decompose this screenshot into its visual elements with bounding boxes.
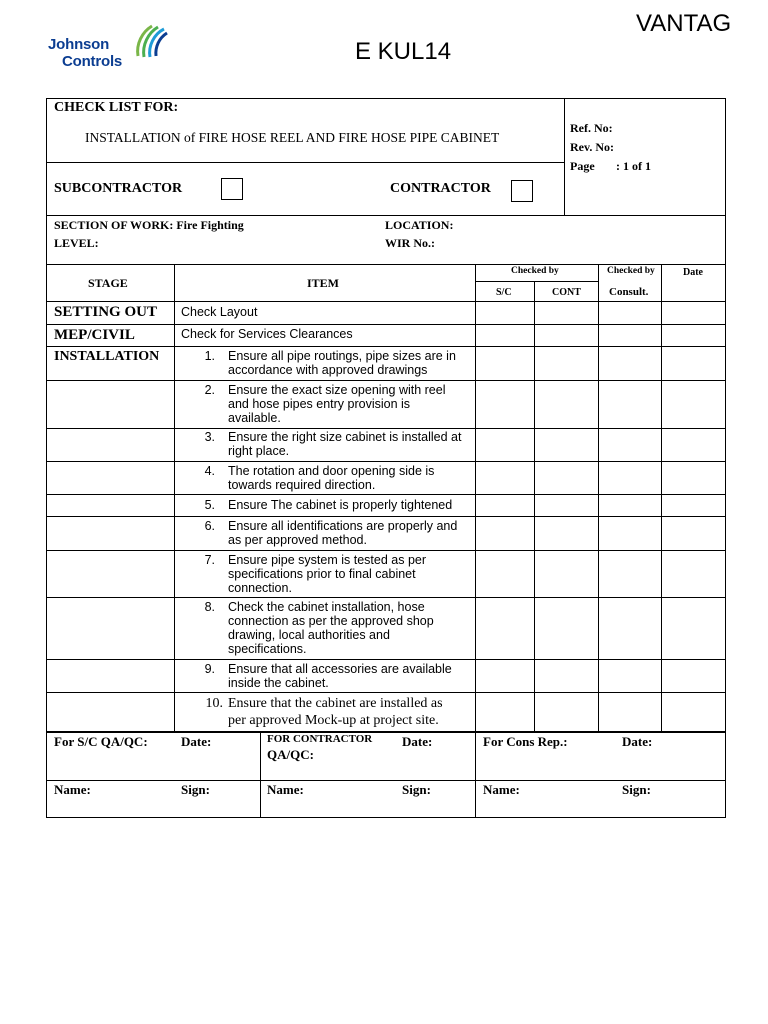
item-header: ITEM xyxy=(307,276,340,290)
divider xyxy=(46,215,726,216)
divider xyxy=(475,264,476,731)
item-number: 3. xyxy=(204,430,215,444)
logo-swirl-icon xyxy=(134,22,168,60)
divider xyxy=(260,731,261,818)
item-1-line-2: accordance with approved drawings xyxy=(228,363,428,377)
divider xyxy=(475,731,476,818)
sc-sign-label: Sign: xyxy=(181,782,210,797)
item-10-line-2: per approved Mock-up at project site. xyxy=(228,713,439,728)
divider xyxy=(46,162,564,163)
level-label: LEVEL: xyxy=(54,236,99,250)
subcontractor-checkbox[interactable] xyxy=(221,178,243,200)
cons-name-label: Name: xyxy=(483,782,520,797)
divider xyxy=(46,597,726,598)
contractor-name-label: Name: xyxy=(267,782,304,797)
divider xyxy=(46,659,726,660)
item-9-line-2: inside the cabinet. xyxy=(228,676,329,690)
item-number: 5. xyxy=(204,498,215,512)
divider xyxy=(598,264,599,731)
item-6-line-1: Ensure all identifications are properly and xyxy=(228,519,458,533)
item-number: 1. xyxy=(204,349,215,363)
item-services-clearances: Check for Services Clearances xyxy=(181,327,353,341)
item-8-line-1: Check the cabinet installation, hose xyxy=(228,600,425,614)
divider xyxy=(534,281,535,731)
checked-by-consult-header: Checked by xyxy=(607,266,655,276)
item-number: 10. xyxy=(205,696,223,711)
divider xyxy=(174,264,175,731)
wir-label: WIR No.: xyxy=(385,236,435,250)
page-label: Page xyxy=(570,159,595,173)
item-number: 7. xyxy=(204,553,215,567)
item-number: 6. xyxy=(204,519,215,533)
ref-no-label: Ref. No: xyxy=(570,121,613,135)
divider xyxy=(46,428,726,429)
item-7-line-2: specifications prior to final cabinet xyxy=(228,567,416,581)
divider xyxy=(46,301,726,302)
checklist-label: CHECK LIST FOR: xyxy=(54,100,179,115)
section-of-work: SECTION OF WORK: Fire Fighting xyxy=(54,218,244,232)
cons-date-label: Date: xyxy=(622,734,653,749)
divider xyxy=(46,516,726,517)
item-2-line-2: and hose pipes entry provision is xyxy=(228,397,411,411)
divider xyxy=(661,264,662,731)
checklist-title: INSTALLATION of FIRE HOSE REEL AND FIRE HOSE PIPE CABINET xyxy=(85,130,500,145)
item-number: 9. xyxy=(204,662,215,676)
stage-mep-civil: MEP/CIVIL xyxy=(54,327,135,343)
item-9-line-1: Ensure that all accessories are available xyxy=(228,662,452,676)
cont-header: CONT xyxy=(552,287,581,298)
item-8-line-3: drawing, local authorities and xyxy=(228,628,390,642)
divider xyxy=(46,494,726,495)
subcontractor-label: SUBCONTRACTOR xyxy=(54,181,183,196)
checked-by-header: Checked by xyxy=(511,266,559,276)
page-value: : 1 of 1 xyxy=(616,159,651,173)
divider xyxy=(46,731,726,733)
item-number: 2. xyxy=(204,383,215,397)
project-code-top: VANTAG xyxy=(636,10,732,37)
item-6-line-2: as per approved method. xyxy=(228,533,367,547)
consult-header: Consult. xyxy=(609,286,649,298)
item-number: 4. xyxy=(204,464,215,478)
item-1-line-1: Ensure all pipe routings, pipe sizes are in xyxy=(228,349,456,363)
contractor-qa-label-1: FOR CONTRACTOR xyxy=(267,733,373,745)
contractor-date-label: Date: xyxy=(402,734,433,749)
logo-wordmark xyxy=(48,36,122,70)
item-10-line-1: Ensure that the cabinet are installed as xyxy=(228,696,443,711)
divider xyxy=(46,346,726,347)
rev-no-label: Rev. No: xyxy=(570,140,614,154)
item-8-line-4: specifications. xyxy=(228,642,307,656)
sc-header: S/C xyxy=(496,287,512,298)
item-4-line-1: The rotation and door opening side is xyxy=(228,464,435,478)
divider xyxy=(46,461,726,462)
logo-line-2: Controls xyxy=(62,53,123,70)
item-7-line-1: Ensure pipe system is tested as per xyxy=(228,553,427,567)
stage-installation: INSTALLATION xyxy=(54,349,160,364)
contractor-qa-label-2: QA/QC: xyxy=(267,747,314,762)
logo-line-1: Johnson xyxy=(48,36,110,53)
item-number: 8. xyxy=(204,600,215,614)
divider xyxy=(475,281,598,282)
item-3-line-2: right place. xyxy=(228,444,290,458)
sc-date-label: Date: xyxy=(181,734,212,749)
contractor-checkbox[interactable] xyxy=(511,180,533,202)
stage-header: STAGE xyxy=(88,276,128,290)
item-check-layout: Check Layout xyxy=(181,305,258,319)
item-7-line-3: connection. xyxy=(228,581,292,595)
sc-qa-label: For S/C QA/QC: xyxy=(54,734,148,749)
sc-name-label: Name: xyxy=(54,782,91,797)
item-4-line-2: towards required direction. xyxy=(228,478,376,492)
contractor-label: CONTRACTOR xyxy=(390,181,491,196)
project-code-bottom: E KUL14 xyxy=(355,38,452,65)
divider xyxy=(46,380,726,381)
cons-rep-label: For Cons Rep.: xyxy=(483,734,568,749)
item-2-line-1: Ensure the exact size opening with reel xyxy=(228,383,446,397)
item-2-line-3: available. xyxy=(228,411,281,425)
date-header: Date xyxy=(683,267,703,278)
divider xyxy=(46,324,726,325)
divider xyxy=(46,780,726,781)
location-label: LOCATION: xyxy=(385,218,454,232)
divider xyxy=(46,264,726,265)
cons-sign-label: Sign: xyxy=(622,782,651,797)
item-5-line-1: Ensure The cabinet is properly tightened xyxy=(228,498,453,512)
item-3-line-1: Ensure the right size cabinet is installed at xyxy=(228,430,462,444)
divider xyxy=(46,550,726,551)
stage-setting-out: SETTING OUT xyxy=(54,304,157,320)
divider xyxy=(46,692,726,693)
contractor-sign-label: Sign: xyxy=(402,782,431,797)
item-8-line-2: connection as per the approved shop xyxy=(228,614,434,628)
divider xyxy=(564,98,565,215)
